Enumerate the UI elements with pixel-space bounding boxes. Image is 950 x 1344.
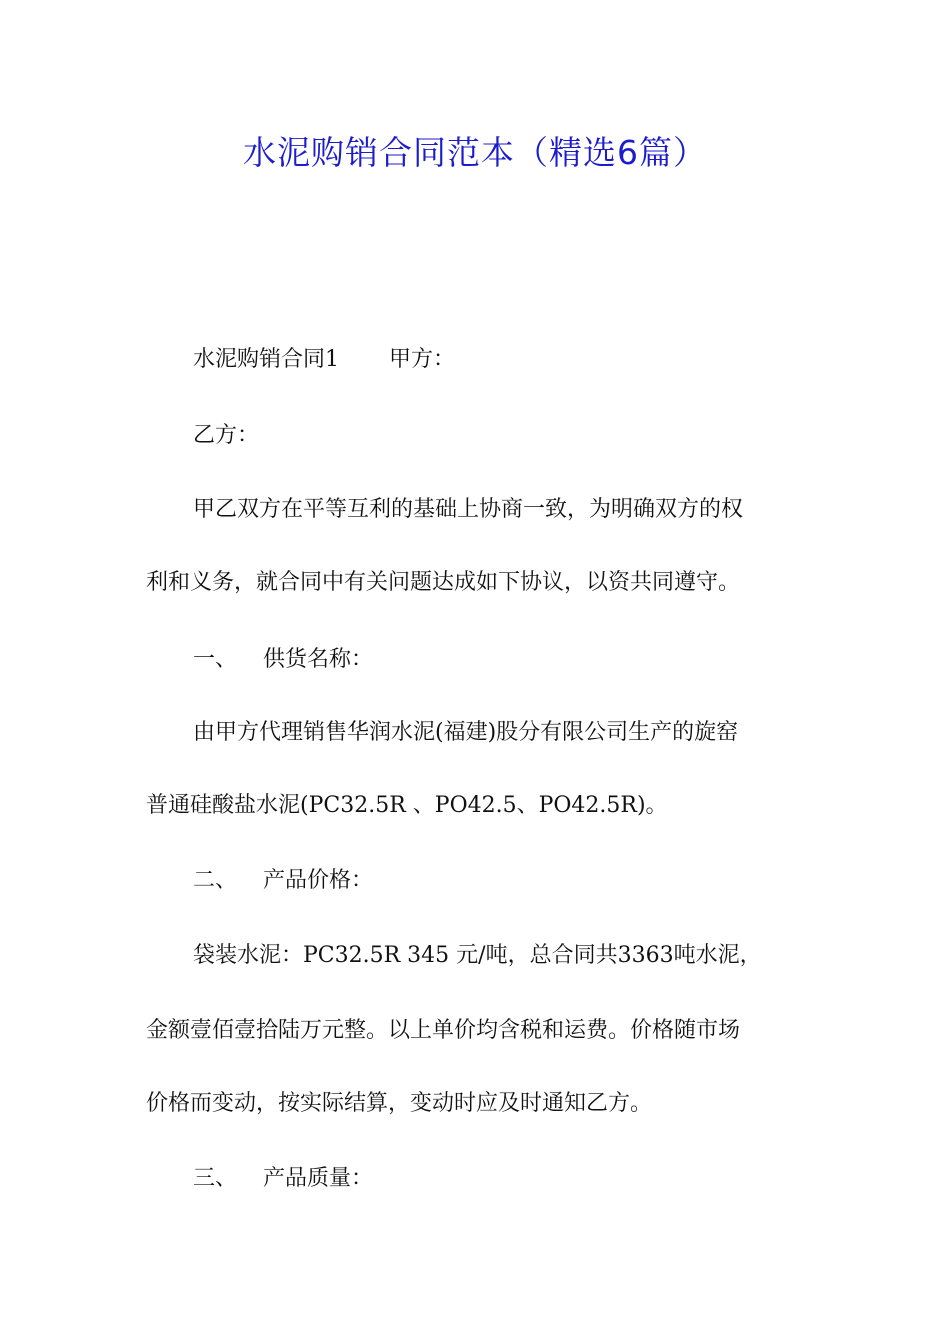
party-a-label: 甲方：: [389, 347, 456, 372]
party-b-label: 乙方：: [193, 423, 260, 448]
contract-heading-line: [193, 344, 455, 376]
section-3-number: 三、: [193, 1166, 238, 1191]
section-2-title: 产品价格：: [263, 868, 374, 893]
section-3-title: 产品质量：: [263, 1166, 374, 1191]
section-2-heading: [193, 865, 373, 897]
section-1-line-2: 普通硅酸盐水泥(PC32.5R 、PO42.5、PO42.5R)。: [146, 793, 668, 818]
section-1-heading: [193, 644, 373, 676]
section-1-title: 供货名称：: [263, 647, 374, 672]
section-2-line-2: 金额壹佰壹拾陆万元整。以上单价均含税和运费。价格随市场: [146, 1018, 741, 1043]
intro-line-1: 甲乙双方在平等互利的基础上协商一致，为明确双方的权: [193, 497, 744, 522]
contract-heading: 水泥购销合同1: [193, 347, 339, 372]
section-1-line-1: 由甲方代理销售华润水泥(福建)股分有限公司生产的旋窑: [193, 720, 739, 745]
section-3-heading: [193, 1163, 373, 1195]
section-2-line-3: 价格而变动，按实际结算，变动时应及时通知乙方。: [146, 1091, 653, 1116]
section-2-line-1: 袋装水泥：PC32.5R 345 元/吨，总合同共3363吨水泥，: [193, 943, 762, 968]
document-title: 水泥购销合同范本（精选6篇）: [243, 133, 707, 172]
intro-line-2: 利和义务，就合同中有关问题达成如下协议，以资共同遵守。: [146, 570, 741, 595]
section-1-number: 一、: [193, 647, 238, 672]
section-2-number: 二、: [193, 868, 238, 893]
